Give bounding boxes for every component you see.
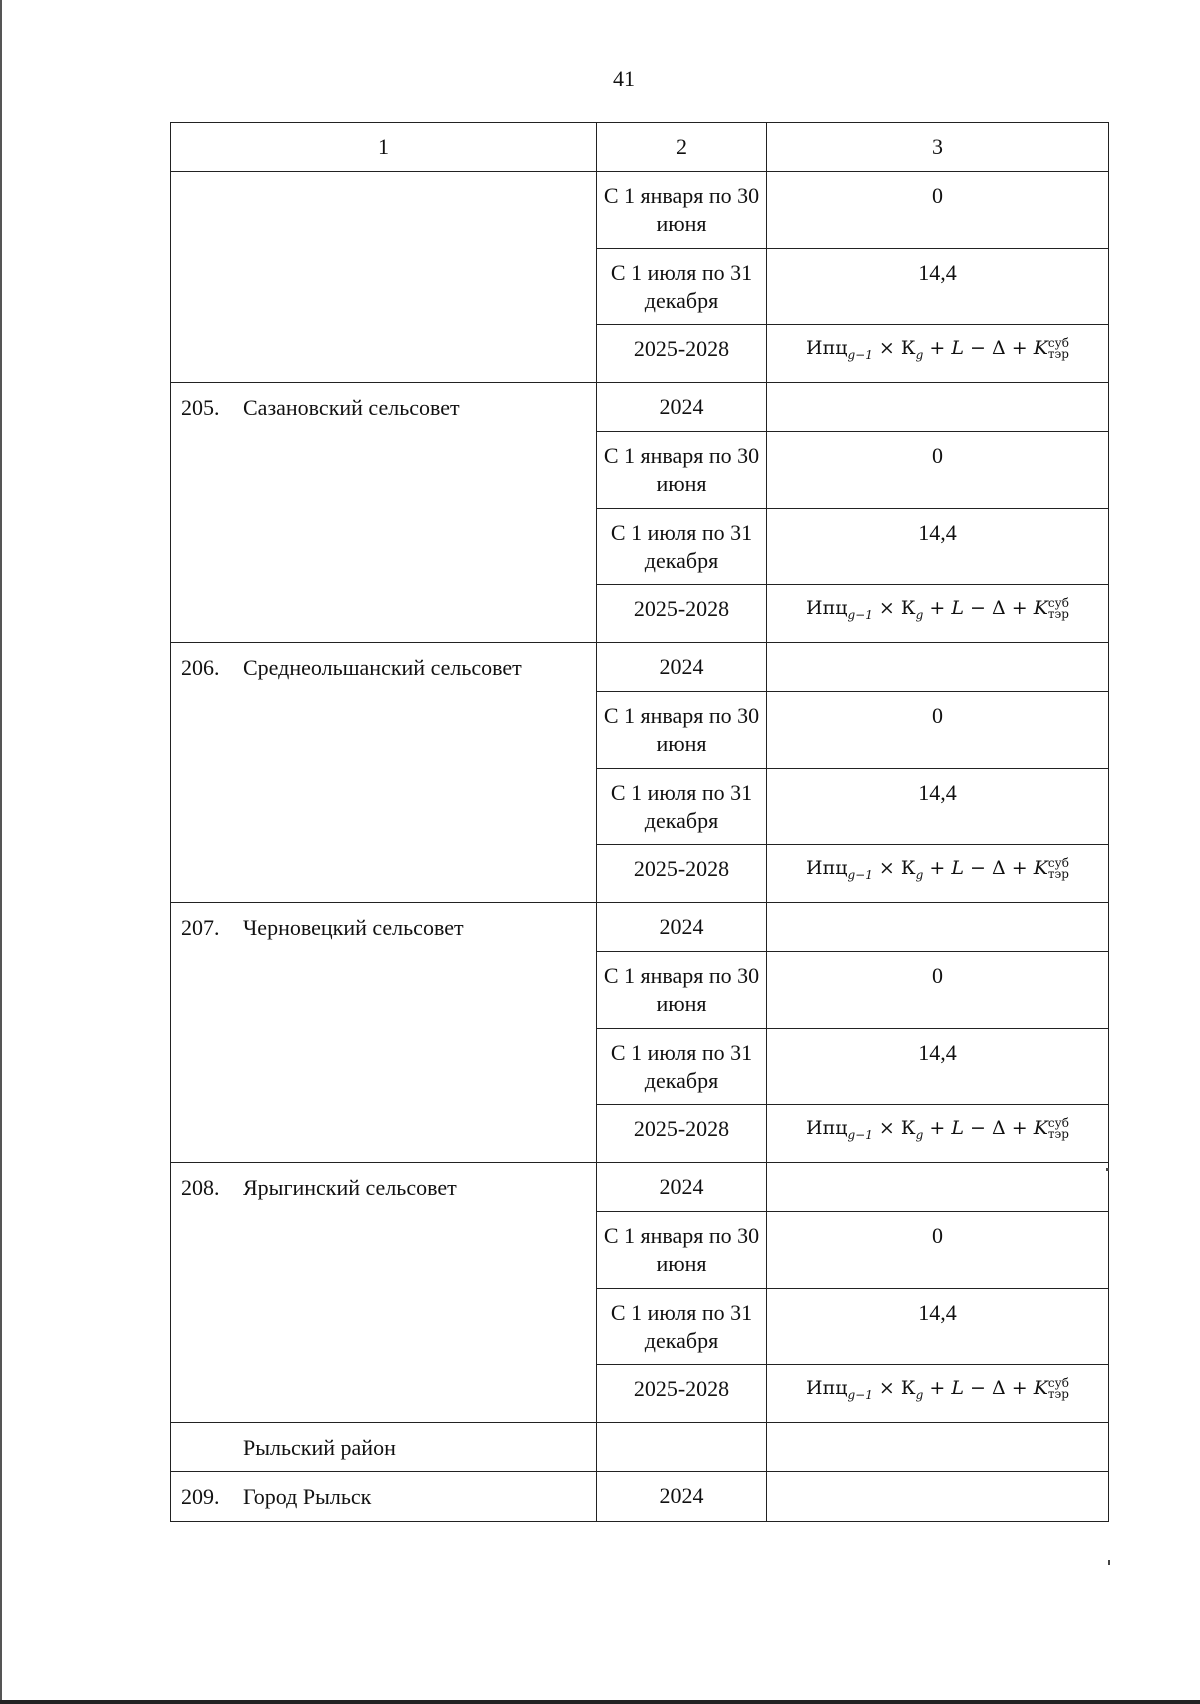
formula-base: Ипц [806,337,848,359]
period-cell: 2024 [597,643,767,692]
period-cell: С 1 июля по 31 декабря [597,1029,767,1105]
formula-base-sub: g−1 [847,1127,873,1142]
table-row [171,383,1109,432]
entry-name-cell [171,643,597,903]
empty-cell [767,1472,1109,1522]
value-cell: 0 [767,692,1109,769]
table-row [171,643,1109,692]
entry-number: 209. [181,1484,220,1509]
formula-cell [767,325,1109,383]
formula-plus: + [929,597,946,619]
empty-cell [767,1423,1109,1472]
value-cell [767,1163,1109,1212]
entry-name-cell [171,1163,597,1423]
formula-minus: − [969,1377,986,1399]
formula-times: × [878,597,895,619]
value-cell: 14,4 [767,1289,1109,1365]
table-row [171,1472,1109,1522]
header-row [171,123,1109,172]
formula-k-sub: g [915,1127,924,1142]
tariff-table [170,122,1109,1522]
formula-delta: Δ [991,1117,1006,1139]
formula-k2-sub: тэр [1047,607,1069,621]
period-cell: 2024 [597,383,767,432]
formula-cell [767,585,1109,643]
formula-delta: Δ [991,597,1006,619]
formula-cell [767,845,1109,903]
formula-l: L [951,1377,964,1399]
formula-k2-indices [1048,1118,1069,1140]
value-cell: 0 [767,1212,1109,1289]
period-cell: 2024 [597,1472,767,1522]
formula-k2: K [1033,337,1048,359]
formula-k2-indices [1048,598,1069,620]
value-cell [767,383,1109,432]
formula-k-sub: g [915,867,924,882]
formula-k2-sup: суб [1047,596,1069,610]
period-cell: С 1 января по 30 июня [597,432,767,509]
formula-k: К [900,1377,916,1399]
formula-base: Ипц [806,857,848,879]
entry-name-cell [171,383,597,643]
formula-k2-sup: суб [1047,1116,1069,1130]
period-cell: С 1 июля по 31 декабря [597,249,767,325]
formula-k2-sub: тэр [1047,1387,1069,1401]
formula-k2: K [1033,1377,1048,1399]
formula-k2: K [1033,597,1048,619]
formula-base: Ипц [806,597,848,619]
column-header-3: 3 [767,123,1109,172]
period-cell: 2025-2028 [597,1105,767,1163]
value-cell: 14,4 [767,249,1109,325]
scan-mark [1106,1168,1109,1171]
page-number: 41 [613,66,635,91]
formula-plus: + [929,337,946,359]
value-cell: 0 [767,952,1109,1029]
formula-plus: + [1011,1377,1028,1399]
period-cell: С 1 января по 30 июня [597,1212,767,1289]
formula-times: × [878,337,895,359]
period-cell: С 1 июля по 31 декабря [597,1289,767,1365]
entry-name-cell [171,903,597,1163]
table-row [171,1163,1109,1212]
formula-k2: K [1033,857,1048,879]
formula-l: L [951,337,964,359]
formula-times: × [878,857,895,879]
formula-l: L [951,857,964,879]
period-cell: 2025-2028 [597,585,767,643]
formula-k2: K [1033,1117,1048,1139]
entry-name: Сазановский сельсовет [243,395,460,420]
formula-k2-sup: суб [1047,1376,1069,1390]
entry-name: Черновецкий сельсовет [243,915,464,940]
formula-k-sub: g [915,347,924,362]
period-cell: С 1 июля по 31 декабря [597,509,767,585]
value-cell: 0 [767,432,1109,509]
value-cell: 14,4 [767,769,1109,845]
scan-mark [1108,1560,1110,1565]
formula-k: К [900,597,916,619]
formula-delta: Δ [991,1377,1006,1399]
scan-edge-left [0,0,2,1704]
formula-base-sub: g−1 [847,867,873,882]
formula-l: L [951,1117,964,1139]
empty-cell [597,1423,767,1472]
formula-times: × [878,1117,895,1139]
formula-plus: + [929,1377,946,1399]
formula-l: L [951,597,964,619]
entry-number: 206. [181,655,220,680]
formula-base-sub: g−1 [847,607,873,622]
formula-cell [767,1105,1109,1163]
period-cell: 2025-2028 [597,325,767,383]
value-cell [767,643,1109,692]
period-cell: 2025-2028 [597,1365,767,1423]
entry-name: Город Рыльск [243,1484,372,1509]
table-row [171,172,1109,249]
period-cell: С 1 января по 30 июня [597,952,767,1029]
continuation-name-cell [171,172,597,383]
formula-plus: + [1011,597,1028,619]
formula-k2-sup: суб [1047,336,1069,350]
formula-base: Ипц [806,1377,848,1399]
formula-plus: + [1011,1117,1028,1139]
formula-plus: + [929,1117,946,1139]
formula-k: К [900,1117,916,1139]
formula-delta: Δ [991,857,1006,879]
formula-k2-indices [1048,1378,1069,1400]
formula-plus: + [929,857,946,879]
value-cell: 14,4 [767,1029,1109,1105]
entry-number: 205. [181,395,220,420]
formula-base: Ипц [806,1117,848,1139]
entry-name-cell [171,1472,597,1522]
formula-minus: − [969,857,986,879]
formula-base-sub: g−1 [847,347,873,362]
formula-minus: − [969,597,986,619]
formula-k: К [900,857,916,879]
formula-minus: − [969,337,986,359]
formula-k2-sub: тэр [1047,867,1069,881]
period-cell: С 1 января по 30 июня [597,692,767,769]
formula-k2-indices [1048,338,1069,360]
formula-k2-sub: тэр [1047,347,1069,361]
formula-k2-sup: суб [1047,856,1069,870]
formula-plus: + [1011,337,1028,359]
formula-times: × [878,1377,895,1399]
formula-k: К [900,337,916,359]
district-name: Рыльский район [243,1435,396,1460]
formula-base-sub: g−1 [847,1387,873,1402]
entry-number: 208. [181,1175,220,1200]
formula-delta: Δ [991,337,1006,359]
formula-k-sub: g [915,607,924,622]
entry-name: Ярыгинский сельсовет [243,1175,457,1200]
period-cell: 2025-2028 [597,845,767,903]
entry-name: Среднеольшанский сельсовет [243,655,522,680]
formula-cell [767,1365,1109,1423]
formula-k2-sub: тэр [1047,1127,1069,1141]
value-cell [767,903,1109,952]
formula-plus: + [1011,857,1028,879]
value-cell: 14,4 [767,509,1109,585]
scan-edge-bottom [0,1700,1200,1704]
district-row [171,1423,1109,1472]
formula-k2-indices [1048,858,1069,880]
formula-k-sub: g [915,1387,924,1402]
entry-number: 207. [181,915,220,940]
period-cell: 2024 [597,1163,767,1212]
formula-minus: − [969,1117,986,1139]
district-name-cell [171,1423,597,1472]
period-cell: С 1 июля по 31 декабря [597,769,767,845]
value-cell: 0 [767,172,1109,249]
column-header-1: 1 [171,123,597,172]
column-header-2: 2 [597,123,767,172]
period-cell: С 1 января по 30 июня [597,172,767,249]
table-row [171,903,1109,952]
period-cell: 2024 [597,903,767,952]
